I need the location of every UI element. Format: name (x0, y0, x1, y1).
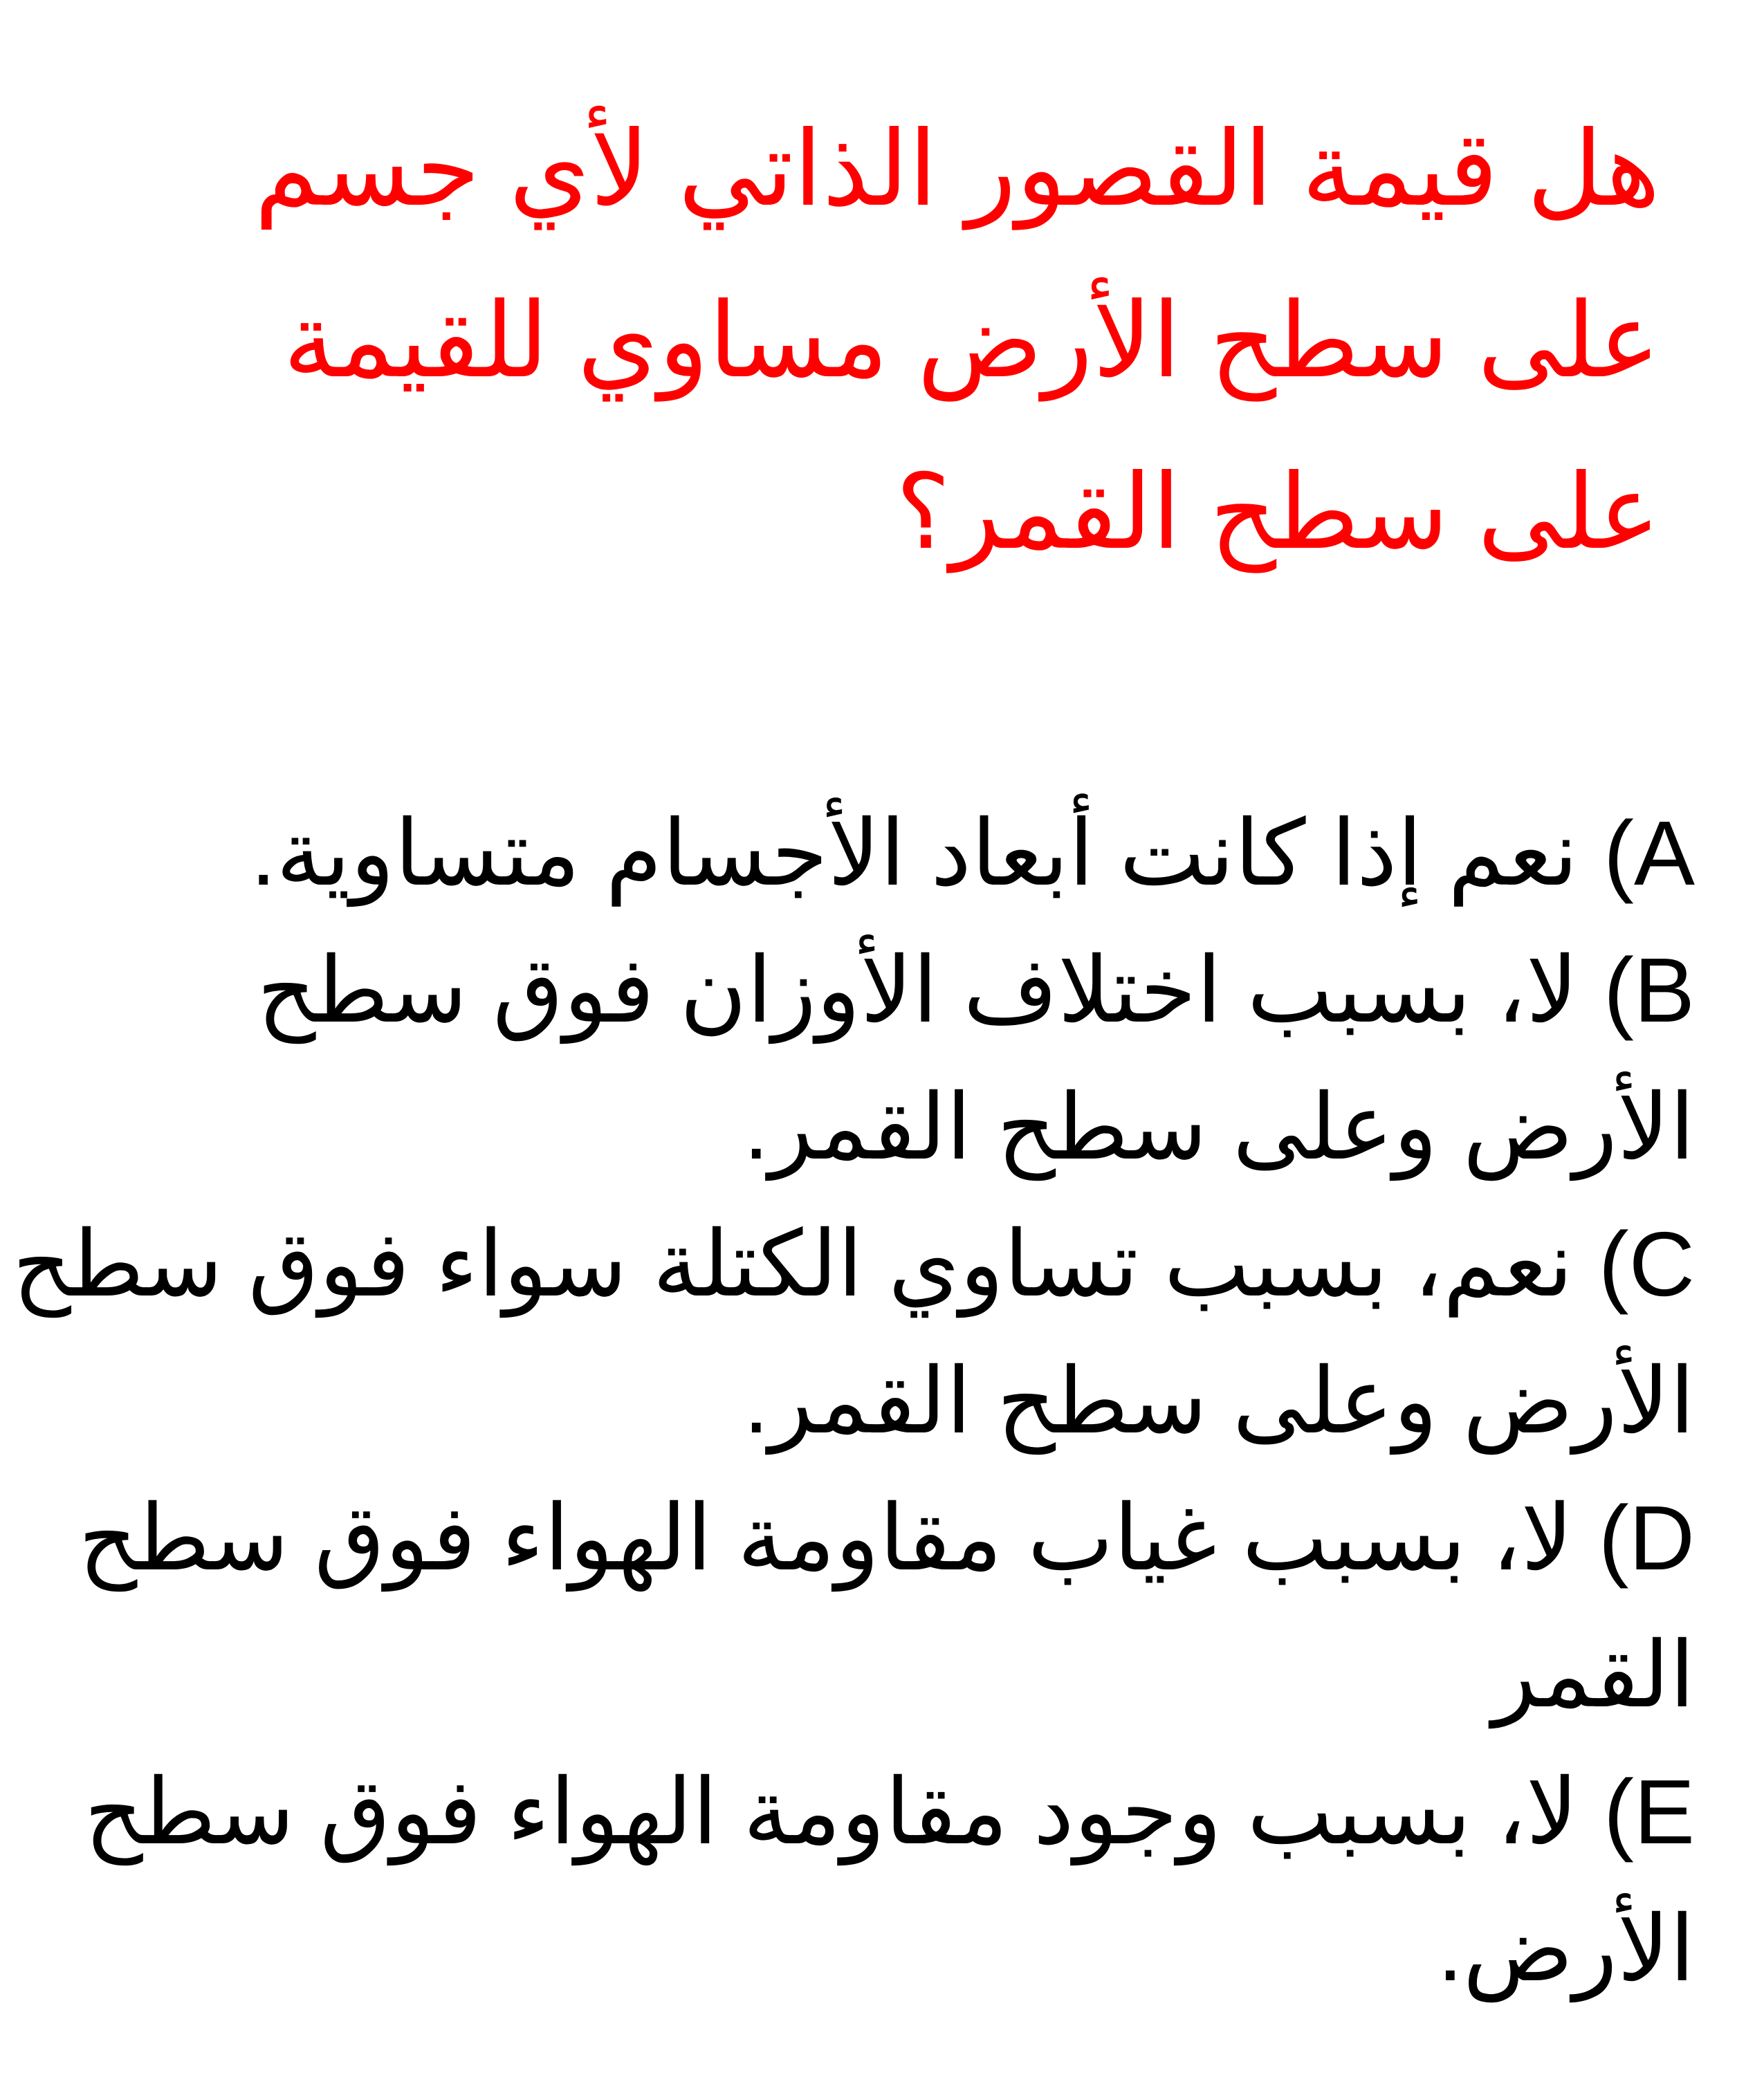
question-text (173, 83, 1660, 598)
option-e-text-2: الأرض. (1437, 1898, 1695, 2000)
option-a-line-1 (159, 785, 1695, 922)
option-a-text-1: نعم إذا كانت أبعاد الأجسام متساوية. (250, 802, 1579, 904)
option-b-text-2: الأرض وعلى سطح القمر. (743, 1076, 1695, 1178)
option-c-letter: C) (1598, 1213, 1695, 1315)
option-c-line-1 (12, 1196, 1695, 1333)
option-e-letter: E) (1603, 1761, 1695, 1863)
option-c[interactable] (12, 1196, 1695, 1470)
option-b[interactable] (159, 922, 1695, 1196)
option-b-line-1 (159, 922, 1695, 1059)
option-b-letter: B) (1603, 939, 1695, 1041)
option-d-text-1: لا، بسبب غياب مقاومة الهواء فوق سطح (78, 1487, 1574, 1589)
option-d[interactable] (78, 1470, 1695, 1744)
option-d-text-2: القمر (1492, 1624, 1695, 1726)
option-a[interactable] (159, 785, 1695, 922)
question-line-2: على سطح الأرض مساوي للقيمة (283, 282, 1660, 398)
option-e[interactable] (84, 1744, 1695, 2018)
question-line-3: على سطح القمر؟ (895, 454, 1660, 570)
option-b-text-1: لا، بسبب اختلاف الأوزان فوق سطح (257, 939, 1579, 1041)
option-c-text-1: نعم، بسبب تساوي الكتلة سواء فوق سطح (12, 1213, 1574, 1315)
option-a-letter: A) (1603, 802, 1695, 904)
option-d-letter: D) (1598, 1487, 1695, 1589)
question-line-1: هل قيمة القصور الذاتي لأي جسم (254, 111, 1660, 227)
option-e-text-1: لا، بسبب وجود مقاومة الهواء فوق سطح (84, 1761, 1579, 1863)
option-c-text-2: الأرض وعلى سطح القمر. (743, 1350, 1695, 1452)
option-d-line-1 (78, 1470, 1695, 1607)
answer-options (12, 785, 1695, 2018)
option-e-line-1 (84, 1744, 1695, 1881)
